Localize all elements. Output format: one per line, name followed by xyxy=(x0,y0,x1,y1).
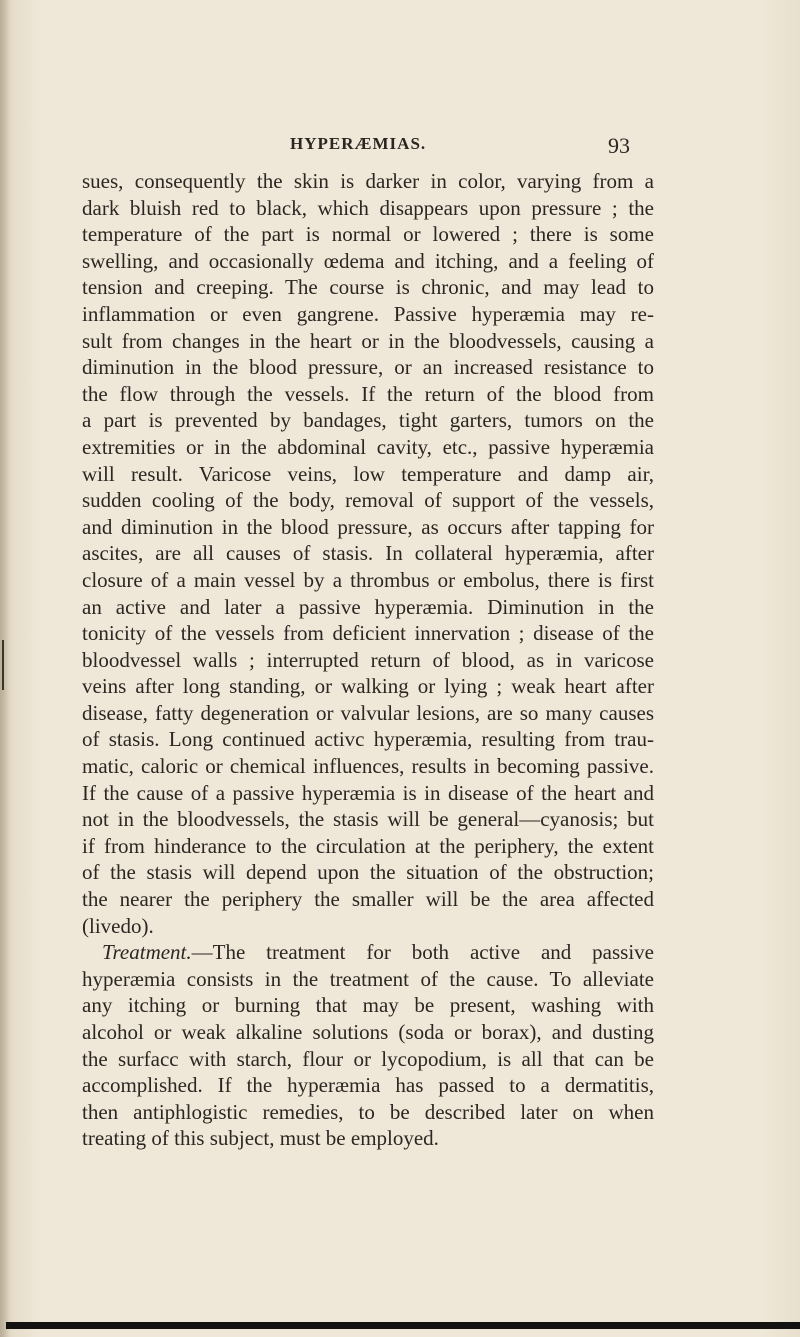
text-line: sudden cooling of the body, removal of support of the vessels, xyxy=(82,488,654,513)
bottom-edge-rule xyxy=(6,1322,800,1329)
text-line: dark bluish red to black, which disappears upon pressure ; the xyxy=(82,195,654,220)
text-line: sult from changes in the heart or in the bloodvessels, causing a xyxy=(82,328,654,353)
text-line: tension and creeping. The course is chronic, and may lead to xyxy=(82,275,654,300)
text-line: disease, fatty degeneration or valvular lesions, are so many causes xyxy=(82,700,654,725)
text-line: a part is prevented by bandages, tight garters, tumors on the xyxy=(82,408,654,433)
text-line: closure of a main vessel by a thrombus or embolus, there is first xyxy=(82,567,654,592)
text-line: ascites, are all causes of stasis. In collateral hyperæmia, after xyxy=(82,541,654,566)
page-number: 93 xyxy=(608,133,630,158)
treatment-heading: Treatment. xyxy=(102,940,192,965)
text-line: matic, caloric or chemical influences, results in becoming passive. xyxy=(82,754,654,779)
text-line: veins after long standing, or walking or lying ; weak heart after xyxy=(82,674,654,699)
text-line: if from hinderance to the circulation at the periphery, the extent xyxy=(82,833,654,858)
running-title: HYPERÆMIAS. xyxy=(290,134,427,153)
text-line: hyperæmia consists in the treatment of the cause. To alleviate xyxy=(82,966,654,991)
running-head xyxy=(0,134,800,164)
text-line: accomplished. If the hyperæmia has passed to a dermatitis, xyxy=(82,1073,654,1098)
text-line: temperature of the part is normal or lowered ; there is some xyxy=(82,222,654,247)
text-line: will result. Varicose veins, low temperature and damp air, xyxy=(82,461,654,486)
text-line: treating of this subject, must be employed. xyxy=(82,1126,439,1151)
text-line: bloodvessel walls ; interrupted return of blood, as in varicose xyxy=(82,647,654,672)
text-line: the surfacc with starch, flour or lycopodium, is all that can be xyxy=(82,1046,654,1071)
treatment-first-line-text: —The treatment for both active and passive xyxy=(191,940,654,965)
text-line: inflammation or even gangrene. Passive hyperæmia may re- xyxy=(82,301,654,326)
text-line: of stasis. Long continued activc hyperæmia, resulting from trau- xyxy=(82,727,654,752)
text-line: swelling, and occasionally œdema and itching, and a feeling of xyxy=(82,248,654,273)
text-line: an active and later a passive hyperæmia. Diminution in the xyxy=(82,594,654,619)
margin-mark xyxy=(2,640,4,690)
text-line: extremities or in the abdominal cavity, etc., passive hyperæmia xyxy=(82,434,654,459)
treatment-first-line xyxy=(82,939,654,966)
body-text xyxy=(82,168,654,1152)
text-line: then antiphlogistic remedies, to be described later on when xyxy=(82,1099,654,1124)
text-line: of the stasis will depend upon the situation of the obstruction; xyxy=(82,860,654,885)
paragraph-1 xyxy=(82,168,654,939)
text-line: diminution in the blood pressure, or an increased resistance to xyxy=(82,355,654,380)
paragraph-2 xyxy=(82,939,654,1152)
text-line: and diminution in the blood pressure, as occurs after tapping for xyxy=(82,514,654,539)
text-line: tonicity of the vessels from deficient innervation ; disease of the xyxy=(82,621,654,646)
text-line: the flow through the vessels. If the return of the blood from xyxy=(82,381,654,406)
text-line: any itching or burning that may be present, washing with xyxy=(82,993,654,1018)
text-line: the nearer the periphery the smaller will be the area affected xyxy=(82,887,654,912)
text-line: alcohol or weak alkaline solutions (soda or borax), and dusting xyxy=(82,1020,654,1044)
text-line: If the cause of a passive hyperæmia is in disease of the heart and xyxy=(82,780,654,805)
text-line: sues, consequently the skin is darker in color, varying from a xyxy=(82,169,654,193)
text-line: not in the bloodvessels, the stasis will be general—cyanosis; but xyxy=(82,807,654,832)
text-line: (livedo). xyxy=(82,913,154,938)
